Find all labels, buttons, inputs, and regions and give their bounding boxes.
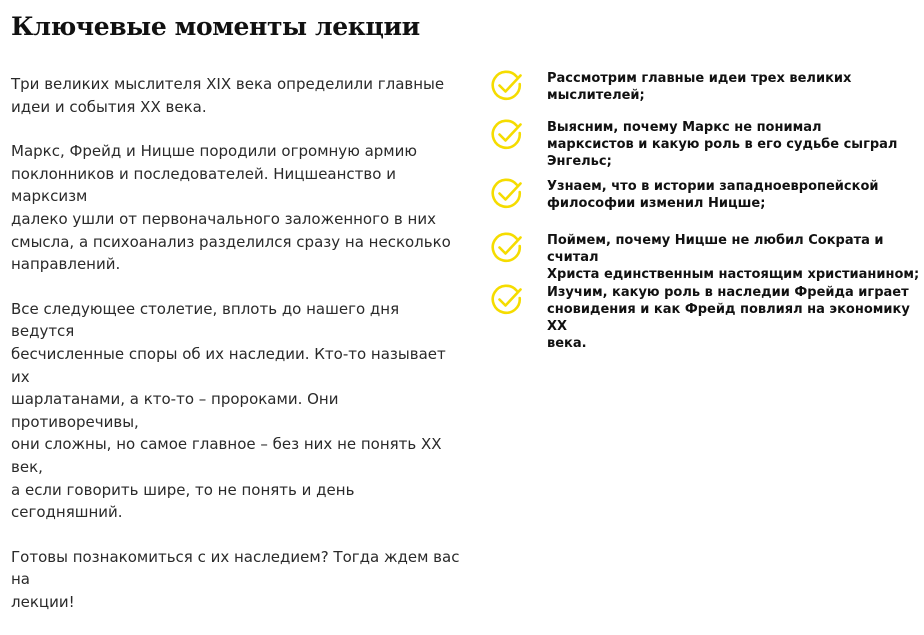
check-circle-icon	[489, 176, 525, 212]
intro-paragraph: Готовы познакомиться с их наследием? Тогда ждем вас на лекции!	[11, 547, 460, 611]
intro-paragraph: Маркс, Фрейд и Ницше породили огромную армию поклонников и последователей. Ницшеанство и марксизм далеко ушли от первоначального заложенного в них смысла, а психоанализ разделился сразу на несколько направлений.	[11, 142, 451, 274]
key-point-item	[489, 117, 897, 170]
key-point-item	[489, 230, 921, 283]
check-circle-icon	[489, 282, 525, 318]
key-point-item	[489, 176, 879, 212]
key-point-text: Изучим, какую роль в наследии Фрейда играет сновидения и как Фрейд повлиял на экономику XX века.	[547, 285, 910, 351]
check-circle-icon	[489, 230, 525, 266]
key-point-text: Выясним, почему Маркс не понимал марксистов и какую роль в его судьбе сыграл Энгельс;	[547, 120, 898, 169]
page-title: Ключевые моменты лекции	[11, 12, 420, 41]
key-point-text: Узнаем, что в истории западноевропейской философии изменил Ницше;	[547, 179, 879, 211]
check-circle-icon	[489, 117, 525, 153]
key-point-item	[489, 282, 921, 352]
intro-text	[11, 73, 461, 635]
intro-paragraph: Все следующее столетие, вплоть до нашего дня ведутся бесчисленные споры об их наследии. Кто-то называет их шарлатанами, а кто-то – пророками. Они противоречивы, они сложны, но самое главное – без них не понять XX век, а если говорить шире, то не понять и день сегодняшний.	[11, 299, 446, 522]
key-point-item	[489, 68, 851, 104]
intro-paragraph: Три великих мыслителя XIX века определили главные идеи и события XX века.	[11, 75, 445, 116]
key-point-text: Рассмотрим главные идеи трех великих мыслителей;	[547, 71, 852, 103]
key-point-text: Поймем, почему Ницше не любил Сократа и считал Христа единственным настоящим христианином;	[547, 233, 920, 282]
check-circle-icon	[489, 68, 525, 104]
